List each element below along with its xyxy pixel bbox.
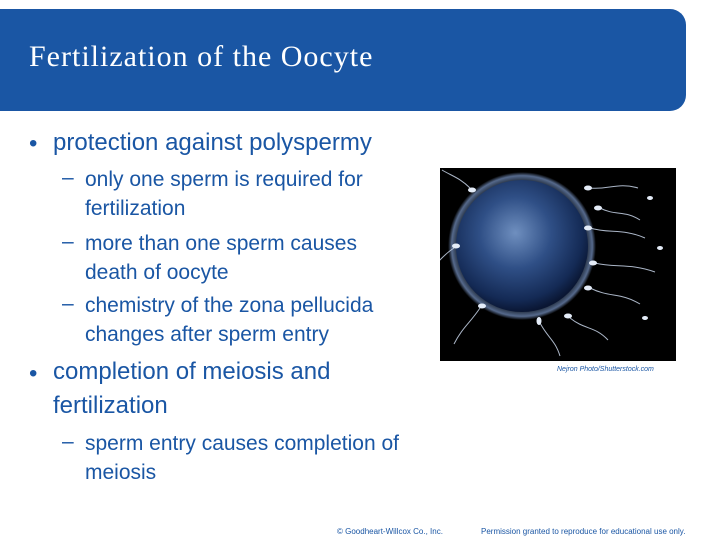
subbullet-line: death of oocyte (85, 261, 229, 284)
bullet-2-text (53, 355, 330, 423)
footer-copyright: © Goodheart-Willcox Co., Inc. (337, 527, 443, 536)
footer-permission: Permission granted to reproduce for educational use only. (481, 527, 686, 536)
subbullet-line: chemistry of the zona pellucida (85, 294, 374, 317)
bullet-marker: • (29, 130, 38, 157)
dash-marker: – (62, 292, 74, 315)
subbullet-line: fertilization (85, 197, 186, 220)
subbullet-line: meiosis (85, 461, 157, 484)
photo-credit: Nejron Photo/Shutterstock.com (557, 366, 654, 373)
bullet-marker: • (29, 360, 38, 387)
subbullet-line: only one sperm is required for (85, 168, 363, 191)
oocyte-illustration (440, 168, 676, 361)
slide-title: Fertilization of the Oocyte (29, 40, 374, 73)
subbullet-1-2 (85, 229, 357, 287)
bullet-line: completion of meiosis and (53, 358, 331, 385)
dash-marker: – (62, 166, 74, 189)
dash-marker: – (62, 430, 74, 453)
subbullet-1-3 (85, 291, 373, 349)
subbullet-line: changes after sperm entry (85, 323, 329, 346)
bullet-line: fertilization (53, 392, 168, 419)
subbullet-2-1 (85, 429, 399, 487)
sperm-oocyte-photo (440, 168, 676, 361)
dash-marker: – (62, 230, 74, 253)
bullet-1-text: protection against polyspermy (53, 129, 372, 156)
oocyte-sphere (456, 180, 588, 312)
subbullet-1-1 (85, 165, 363, 223)
subbullet-line: sperm entry causes completion of (85, 432, 399, 455)
subbullet-line: more than one sperm causes (85, 232, 357, 255)
